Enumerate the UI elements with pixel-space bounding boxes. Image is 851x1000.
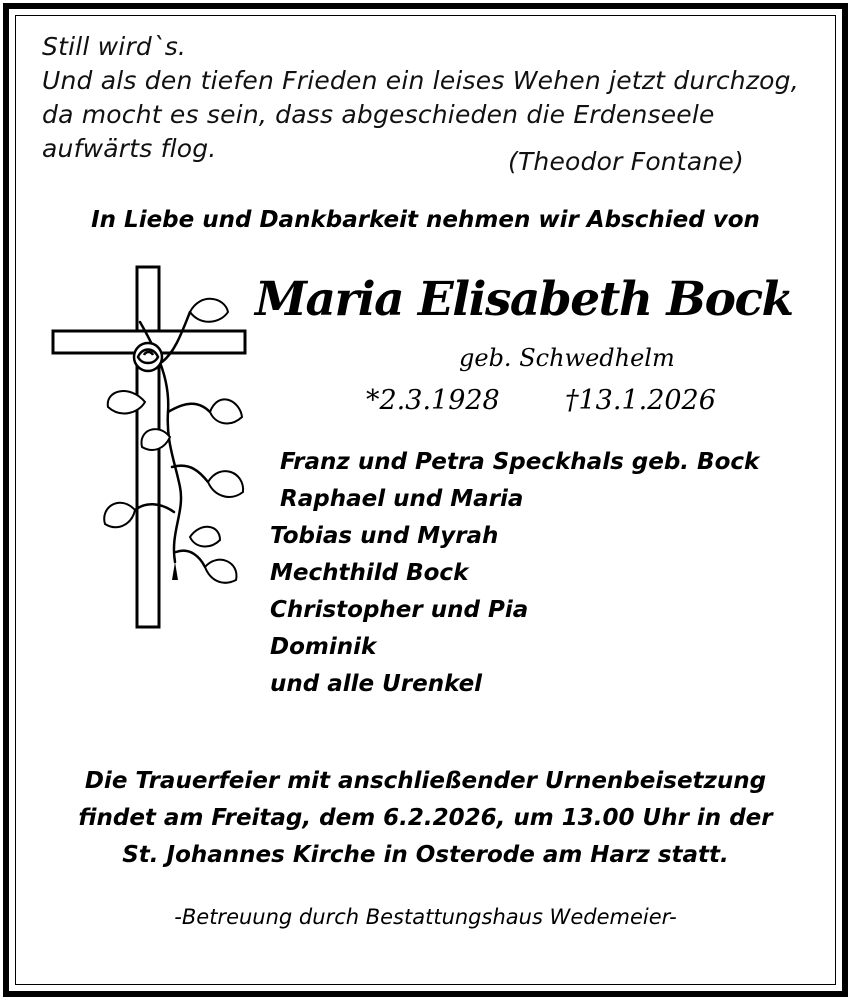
cross-with-rose-icon xyxy=(50,262,250,632)
family-member: Raphael und Maria xyxy=(280,486,524,512)
funeral-home-note: -Betreuung durch Bestattungshaus Wedemeier- xyxy=(174,905,677,929)
intro-text: In Liebe und Dankbarkeit nehmen wir Abschied von xyxy=(91,207,760,233)
family-member: Mechthild Bock xyxy=(270,560,469,586)
poem-line: Und als den tiefen Frieden ein leises Wehen jetzt durchzog, xyxy=(42,66,799,95)
service-line: Die Trauerfeier mit anschließender Urnenbeisetzung xyxy=(84,768,767,794)
poem xyxy=(42,30,799,176)
service-info xyxy=(0,763,851,874)
family-member: Tobias und Myrah xyxy=(270,523,499,549)
poem-line: Still wird`s. xyxy=(42,32,187,61)
maiden-name: geb. Schwedhelm xyxy=(459,344,675,372)
family-member: und alle Urenkel xyxy=(270,671,483,697)
service-line: findet am Freitag, dem 6.2.2026, um 13.00 Uhr in der xyxy=(78,805,773,831)
family-member: Christopher und Pia xyxy=(270,597,529,623)
family-member: Franz und Petra Speckhals geb. Bock xyxy=(280,449,760,475)
deceased-name: Maria Elisabeth Bock xyxy=(255,272,793,327)
poem-author: (Theodor Fontane) xyxy=(508,147,744,176)
service-line: St. Johannes Kirche in Osterode am Harz statt. xyxy=(122,842,729,868)
family-member: Dominik xyxy=(270,634,377,660)
birth-date: *2.3.1928 xyxy=(366,385,500,416)
death-date: †13.1.2026 xyxy=(565,385,716,416)
poem-line: da mocht es sein, dass abgeschieden die Erdenseele xyxy=(42,100,715,129)
family-list xyxy=(270,444,759,703)
poem-line: aufwärts flog. xyxy=(42,134,217,163)
